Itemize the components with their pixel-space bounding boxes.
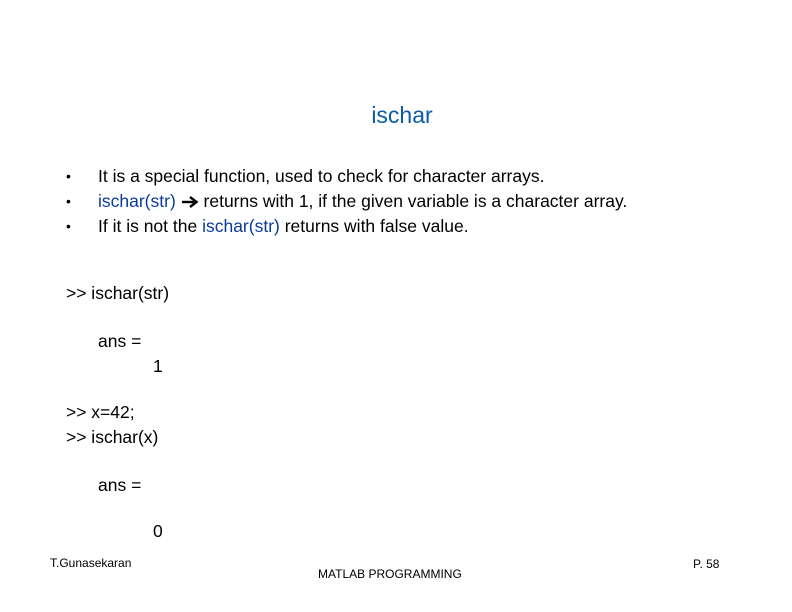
command-line: >> ischar(x): [66, 427, 159, 447]
bullet-item: [58, 216, 758, 236]
footer-course: MATLAB PROGRAMMING: [318, 567, 462, 581]
bullet-text-after: returns with 1, if the given variable is a character array.: [198, 191, 628, 211]
bullet-item: [58, 191, 758, 211]
bullet-list: [58, 166, 758, 236]
bullet-text: If it is not the ischar(str) returns with false value.: [98, 216, 469, 236]
bullet-text: [98, 191, 758, 211]
ans-label: ans =: [98, 475, 142, 495]
bullet-dot-icon: •: [66, 218, 71, 234]
footer-author: T.Gunasekaran: [50, 556, 132, 570]
slide-title: ischar: [371, 102, 433, 128]
command-line: >> ischar(str): [66, 283, 170, 303]
command-line: >> x=42;: [66, 402, 135, 422]
right-arrow-icon: [181, 195, 199, 209]
ans-value: 0: [153, 521, 163, 541]
function-highlight: ischar(str): [202, 216, 280, 236]
bullet-item: [58, 166, 758, 186]
bullet-dot-icon: •: [66, 168, 71, 184]
function-highlight: ischar(str): [98, 191, 176, 211]
ans-value: 1: [153, 356, 163, 376]
bullet-dot-icon: •: [66, 193, 71, 209]
footer-page-number: P. 58: [693, 557, 720, 571]
ans-label: ans =: [98, 331, 142, 351]
bullet-text: It is a special function, used to check for character arrays.: [98, 166, 545, 186]
